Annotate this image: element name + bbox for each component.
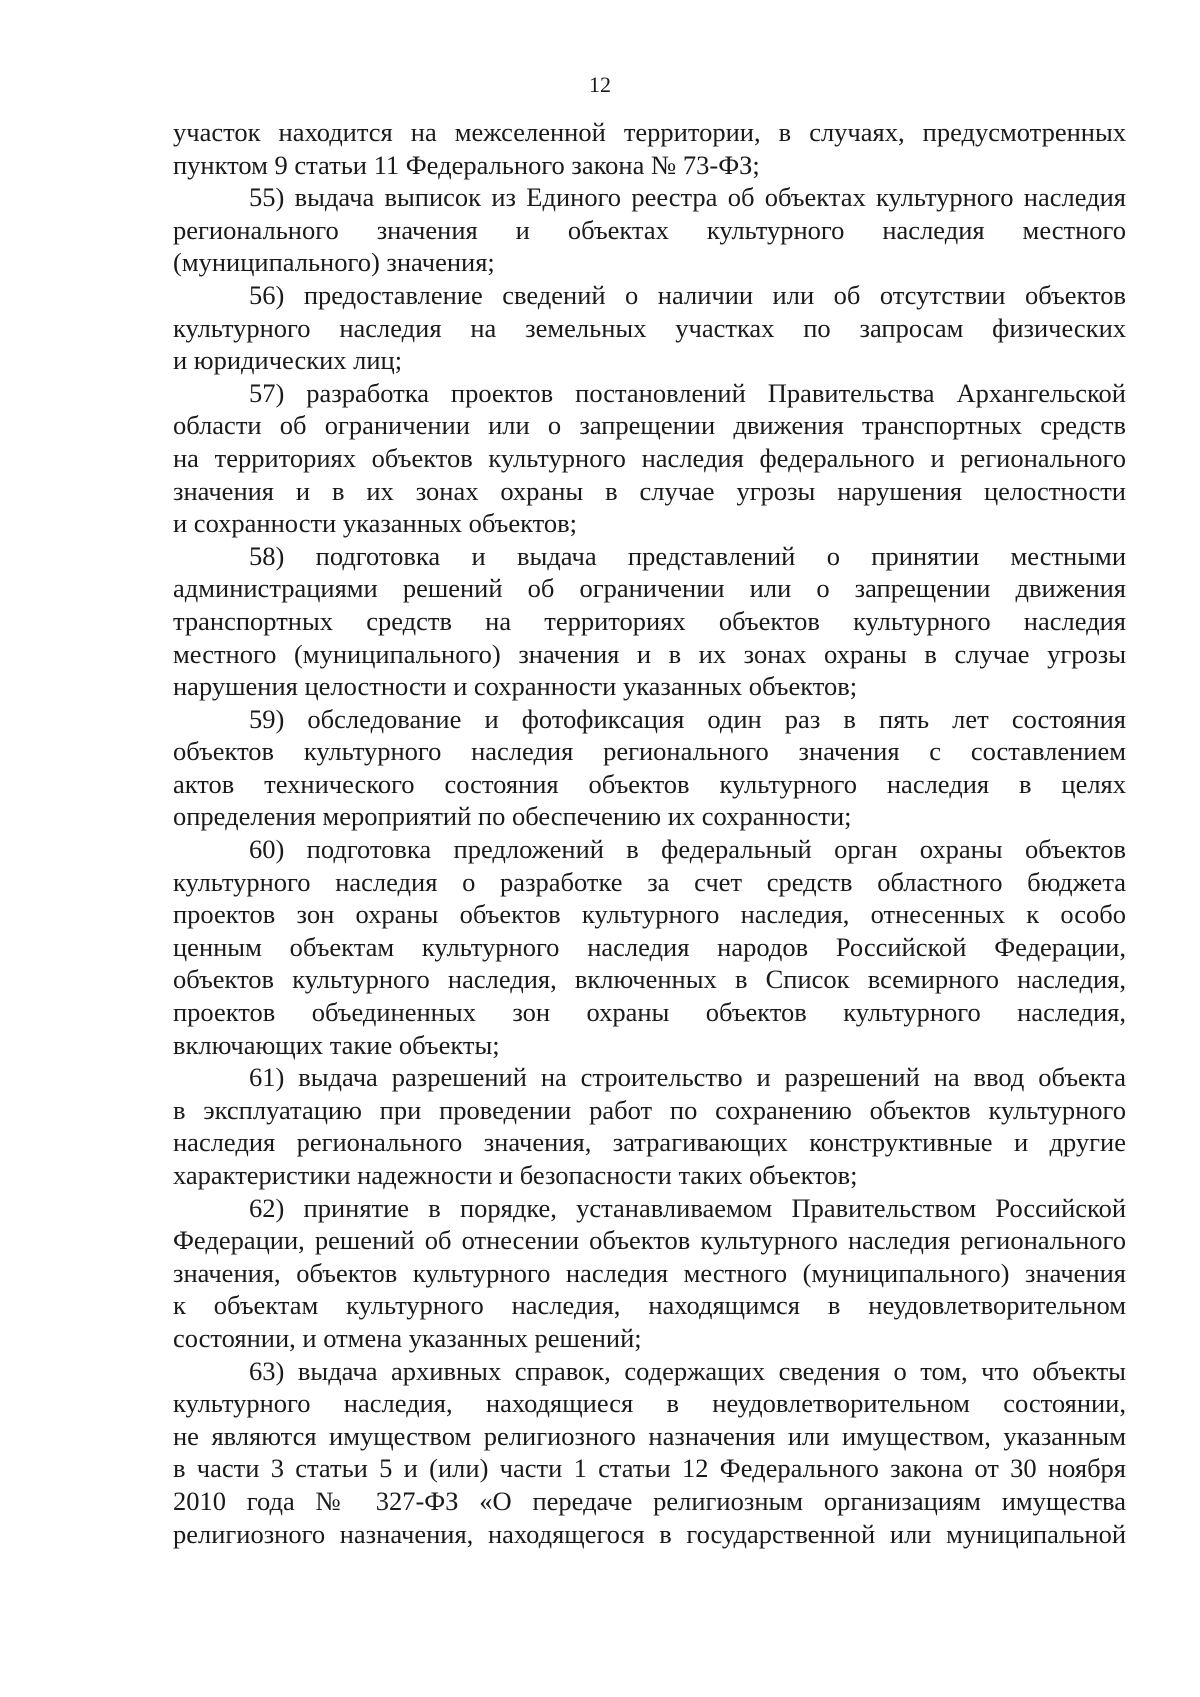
text-line: объектов культурного наследия, включенных в Список всемирного наследия, — [173, 964, 1126, 995]
paragraph — [173, 1355, 1126, 1551]
text-line: культурного наследия на земельных участках по запросам физических — [173, 312, 1126, 343]
text-line: проектов зон охраны объектов культурного наследия, отнесенных к особо — [173, 899, 1126, 930]
text-line: местного (муниципального) значения и в их зонах охраны в случае угрозы — [173, 638, 1126, 669]
text-line: 55) выдача выписок из Единого реестра об объектах культурного наследия — [249, 182, 1126, 213]
paragraph — [173, 703, 1126, 833]
paragraph — [173, 833, 1126, 1061]
text-line: 61) выдача разрешений на строительство и разрешений на ввод объекта — [249, 1062, 1126, 1093]
text-line: 59) обследование и фотофиксация один раз в пять лет состояния — [249, 703, 1126, 734]
text-line: 58) подготовка и выдача представлений о принятии местными — [249, 540, 1126, 571]
text-line: транспортных средств на территориях объектов культурного наследия — [173, 605, 1126, 636]
text-line: и юридических лиц; — [173, 345, 403, 376]
text-line: к объектам культурного наследия, находящимся в неудовлетворительном — [173, 1290, 1126, 1321]
text-line: в эксплуатацию при проведении работ по сохранению объектов культурного — [173, 1094, 1126, 1125]
text-line: актов технического состояния объектов культурного наследия в целях — [173, 768, 1126, 799]
text-line: области об ограничении или о запрещении движения транспортных средств — [173, 410, 1126, 441]
text-line: культурного наследия, находящиеся в неудовлетворительном состоянии, — [173, 1388, 1126, 1419]
text-line: культурного наследия о разработке за счет средств областного бюджета — [173, 866, 1126, 897]
text-line: объектов культурного наследия регионального значения с составлением — [173, 736, 1126, 767]
text-line: администрациями решений об ограничении или о запрещении движения — [173, 573, 1126, 604]
paragraph — [173, 377, 1126, 540]
paragraph — [173, 540, 1126, 703]
text-line: состоянии, и отмена указанных решений; — [173, 1322, 642, 1353]
text-line: не являются имуществом религиозного назначения или имуществом, указанным — [173, 1420, 1126, 1451]
paragraph — [173, 279, 1126, 377]
text-line: характеристики надежности и безопасности таких объектов; — [173, 1160, 858, 1190]
text-line: 63) выдача архивных справок, содержащих сведения о том, что объекты — [249, 1355, 1126, 1386]
text-line: значения и в их зонах охраны в случае угрозы нарушения целостности — [173, 475, 1126, 506]
text-line: в части 3 статьи 5 и (или) части 1 статьи 12 Федерального закона от 30 ноября — [173, 1453, 1126, 1484]
text-line: регионального значения и объектах культурного наследия местного — [173, 214, 1126, 245]
text-line: включающих такие объекты; — [173, 1029, 500, 1060]
text-line: религиозного назначения, находящегося в государственной или муниципальной — [173, 1518, 1126, 1549]
text-line: и сохранности указанных объектов; — [173, 508, 578, 539]
text-line: 56) предоставление сведений о наличии или об отсутствии объектов — [249, 279, 1126, 310]
paragraph — [173, 1192, 1126, 1355]
text-line: 57) разработка проектов постановлений Правительства Архангельской — [249, 377, 1126, 408]
page-number: 12 — [589, 72, 611, 97]
text-line: 60) подготовка предложений в федеральный орган охраны объектов — [249, 834, 1126, 865]
text-line: ценным объектам культурного наследия народов Российской Федерации, — [173, 931, 1126, 962]
text-line: пунктом 9 статьи 11 Федерального закона № 73-ФЗ; — [173, 149, 760, 180]
text-line: наследия регионального значения, затрагивающих конструктивные и другие — [173, 1127, 1126, 1158]
text-line: (муниципального) значения; — [173, 247, 495, 278]
text-line: 62) принятие в порядке, устанавливаемом Правительством Российской — [249, 1192, 1126, 1223]
text-line: на территориях объектов культурного наследия федерального и регионального — [173, 442, 1126, 473]
paragraph — [173, 116, 1126, 181]
text-line: определения мероприятий по обеспечению их сохранности; — [173, 801, 852, 832]
text-line: участок находится на межселенной территории, в случаях, предусмотренных — [173, 117, 1126, 147]
text-line: проектов объединенных зон охраны объектов культурного наследия, — [173, 997, 1126, 1028]
text-line: Федерации, решений об отнесении объектов культурного наследия регионального — [173, 1225, 1126, 1256]
paragraph — [173, 1061, 1126, 1191]
paragraph — [173, 181, 1126, 279]
text-line: значения, объектов культурного наследия местного (муниципального) значения — [173, 1257, 1126, 1288]
text-line: 2010 года № 327-ФЗ «О передаче религиозным организациям имущества — [173, 1485, 1126, 1516]
document-body — [173, 116, 1126, 1550]
text-line: нарушения целостности и сохранности указанных объектов; — [173, 671, 858, 702]
